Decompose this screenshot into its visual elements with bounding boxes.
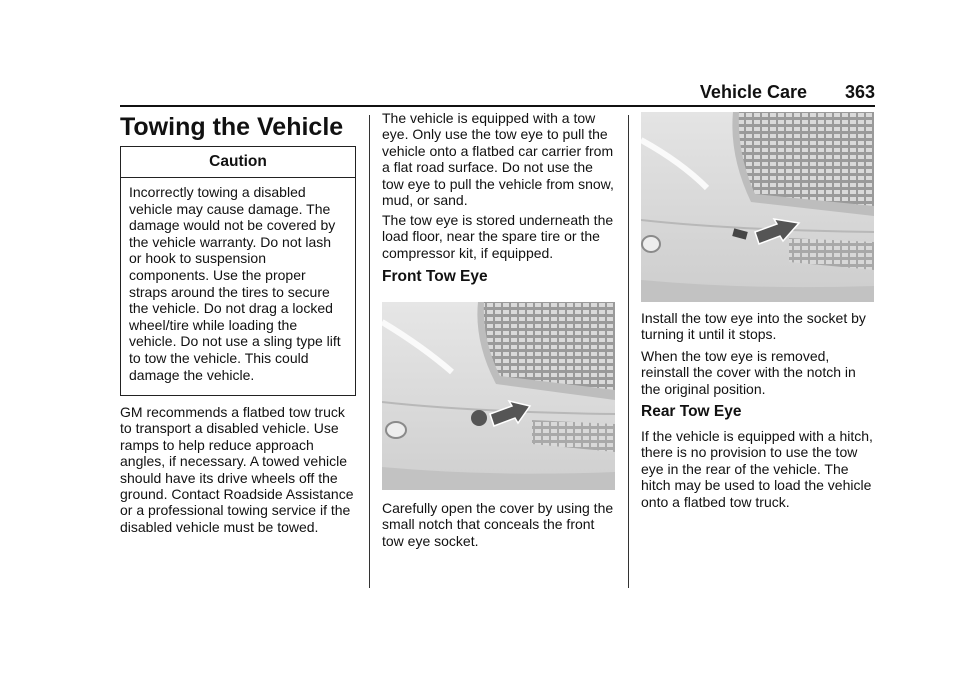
caution-title: Caution [121,147,355,178]
caution-box [120,146,356,396]
section-title: Vehicle Care [699,82,807,102]
caption-open-cover: Carefully open the cover by using the small notch that conceals the front tow eye socket. [382,500,614,549]
heading-front-tow-eye: Front Tow Eye [382,268,488,285]
column-divider-1 [369,115,370,588]
column-divider-2 [628,115,629,588]
front-tow-eye-image [382,302,615,490]
paragraph-reinstall-cover: When the tow eye is removed, reinstall the cover with the notch in the original position. [641,348,856,397]
page-header [120,82,875,102]
install-tow-eye-image [641,112,874,302]
paragraph-install: Install the tow eye into the socket by turning it until it stops. [641,310,866,343]
caution-text: Incorrectly towing a disabled vehicle may cause damage. The damage would not be covered by the vehicle warranty. Do not lash or hook to suspension components. Use the proper straps around the tires to secure the vehicle. Do not drag a locked wheel/tire while loading the vehicle. Do not use a sling type lift to tow the vehicle. This could damage the vehicle. [129,184,341,383]
paragraph-tow-eye: The vehicle is equipped with a tow eye. Only use the tow eye to pull the vehicle onto a flatbed car carrier from a flat road surface. Do not use the tow eye to pull the vehicle from snow, mud, or sand. [382,110,614,209]
page-title: Towing the Vehicle [120,113,344,141]
page-number: 363 [844,82,875,102]
paragraph-flatbed: GM recommends a flatbed tow truck to transport a disabled vehicle. Use ramps to help reduce approach angles, if necessary. A towed vehicle should have its drive wheels off the ground. Contact Roadside Assistance or a professional towing service if the disabled vehicle must be towed. [120,404,354,535]
heading-rear-tow-eye: Rear Tow Eye [641,403,742,420]
header-rule [120,105,875,107]
paragraph-tow-eye-storage: The tow eye is stored underneath the load floor, near the spare tire or the compressor kit, if equipped. [382,212,614,261]
paragraph-rear-tow-eye: If the vehicle is equipped with a hitch, there is no provision to use the tow eye in the rear of the vehicle. The hitch may be used to load the vehicle onto a flatbed tow truck. [641,428,873,510]
